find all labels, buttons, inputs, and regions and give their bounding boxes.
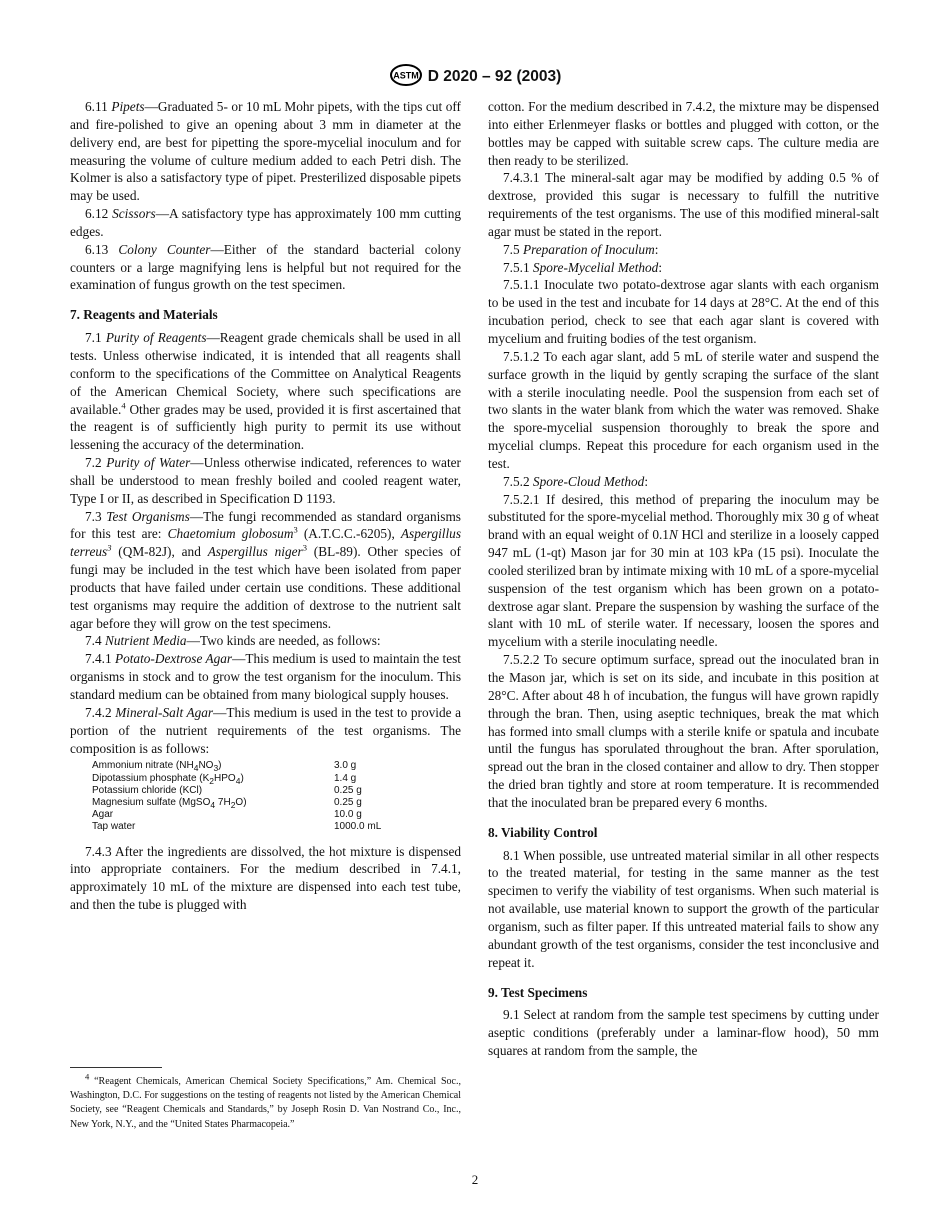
section-7-5-1: 7.5.1 Spore-Mycelial Method: bbox=[503, 259, 663, 275]
section-6-12: 6.12 Scissors—A satisfactory type has approximately 100 mm cutting edges. bbox=[70, 206, 461, 239]
section-9-1: 9.1 Select at random from the sample test specimens by cutting under aseptic conditions (preferably under a laminar-flow hood), 50 mm squares at random from the sample, the bbox=[488, 1007, 879, 1059]
footnote-marker: 4 bbox=[85, 1071, 90, 1082]
section-8-1: 8.1 When possible, use untreated material similar in all other respects to the treated material, for testing in the same manner as the test specimen to verify the viability of test organisms. When such material is not available, use material known to support the growth of the particular organism, such as filter paper. If this untreated material fails to show any abundant growth of the test organisms, consider the test inconclusive and repeat it. bbox=[488, 847, 879, 970]
table-row: Magnesium sulfate (MgSO$_4$ $7H_2O$) 0.25 g bbox=[92, 796, 362, 810]
section-7-heading: 7. Reagents and Materials bbox=[70, 307, 218, 323]
section-7-4-1: 7.4.1 Potato-Dextrose Agar—This medium is used to maintain the test organisms in stock and to grow the test organism for the inoculum. This standard medium can be obtained from many biological supply houses. bbox=[70, 651, 462, 702]
table-row: Ammonium nitrate $(NH_4NO_3)$ 3.0 g bbox=[92, 760, 357, 774]
footnote-ref: 4 bbox=[121, 400, 126, 411]
section-7-2: 7.2 Purity of Water—Unless otherwise indicated, references to water shall be understood to mean freshly boiled and cooled reagent water, Type I or II, as described in Specification D 1193. bbox=[70, 455, 461, 506]
table-row: Dipotassium phosphate $(K_2HPO_4)$ 1.4 g bbox=[92, 772, 357, 786]
astm-logo-icon bbox=[389, 64, 423, 86]
table-row: Potassium chloride (KCl) 0.25 g bbox=[92, 784, 362, 796]
section-7-5-1-1: 7.5.1.1 Inoculate two potato-dextrose agar slants with each organism to be used in the test and incubate for 14 days at 28°C. At the end of this incubation period, check to see that each agar slant is covered with mycelium and fruiting bodies of the test organism. bbox=[488, 277, 879, 346]
page-header bbox=[0, 64, 950, 86]
right-column bbox=[488, 98, 879, 1060]
footnote-text: “Reagent Chemicals, American Chemical Society Specifications,” Am. Chemical Soc., Washington, D.C. For suggestions on the testing of reagents not listed by the American Chemical Society, see “Reagent Chemicals and Standards,” by Joseph Rosin D. Van Nostrand Co., Inc., New York, N.Y., and the “United States Pharmacopeia.” bbox=[70, 1076, 461, 1130]
section-6-11: 6.11 Pipets—Graduated 5- or 10 mL Mohr pipets, with the tips cut off and fire-polished to give an opening about 3 mm in diameter at the delivery end, are best for pipetting the spore-mycelial inoculum and for measuring the volume of culture medium added to each Petri dish. The Kolmer is also a satisfactory type of pipet. Presterilized disposable pipets may be used. bbox=[70, 99, 461, 204]
footnote bbox=[70, 1071, 461, 1132]
section-8-heading: 8. Viability Control bbox=[488, 824, 598, 840]
section-9-heading: 9. Test Specimens bbox=[488, 984, 588, 1000]
table-row: Agar 10.0 g bbox=[92, 809, 362, 821]
left-column bbox=[70, 98, 461, 914]
section-6-13: 6.13 Colony Counter—Either of the standard bacterial colony counters or a large magnifying lens is helpful but not required for the examination of fungus growth on the test specimen. bbox=[70, 241, 462, 293]
composition-table bbox=[92, 760, 381, 833]
section-7-4: 7.4 Nutrient Media—Two kinds are needed, as follows: bbox=[85, 633, 381, 649]
section-7-1: 7.1 Purity of Reagents—Reagent grade chemicals shall be used in all tests. Unless otherwise indicated, it is intended that all reagents shall conform to the specifications of the Committee on Analytical Reagents of the American Chemical Society, where such specifications are available.$^4$ Other grades may be used, provided it is first ascertained that the reagent is of sufficiently high purity to permit its use without lessening the accuracy of the determination. bbox=[70, 330, 461, 453]
section-7-3: 7.3 Test Organisms—The fungi recommended as standard organisms for this test are: Chaetomium globosum$^3$ (A.T.C.C.-6205), Aspergillus terreus$^3$ (QM-82J), and Aspergillus niger$^3$ (BL-89). Other species of fungi may be included in the test which have been isolated from paper products that have failed under certain use conditions. These additional test organisms may require the addition of dextrose to the nutrient salt agar before they will grow on the test specimens. bbox=[70, 508, 462, 631]
document-designation: D 2020 – 92 (2003) bbox=[427, 68, 562, 85]
section-7-5-1-2: 7.5.1.2 To each agar slant, add 5 mL of sterile water and suspend the surface growth in the liquid by gently scraping the surface of the slant with a sterile inoculating needle. Pool the suspension from each set of two slants in the water blank from which the water was removed. Shake the spore-mycelial suspension thoroughly to break the spore and mycelial clumps. Repeat this procedure for each organism used in the test. bbox=[488, 348, 879, 471]
page-number: 2 bbox=[471, 1172, 479, 1187]
section-7-5-2-1: 7.5.2.1 If desired, this method of preparing the inoculum may be substituted for the spore-mycelial method. Thoroughly mix 30 g of wheat brand with an equal weight of 0.1N HCl and sterilize in a loosely capped 947 mL (1-qt) Mason jar for 30 min at 103 kPa (15 psi). Inoculate the cooled sterilized bran by intimate mixing with 10 mL of a spore-mycelial suspension of the test organism which has been grown on a potato-dextrose agar slant. Prepare the suspension by washing the surface of the slant with 10 mL of sterile water. If necessary, loosen the spores and mycelium with a sterile inoculating needle. bbox=[488, 491, 880, 650]
section-7-4-3-1: 7.4.3.1 The mineral-salt agar may be modified by adding 0.5 % of dextrose, provided this sugar is necessary to fulfill the nutritive requirements of the test organisms. The use of this modified mineral-salt agar must be stated in the report. bbox=[488, 170, 879, 239]
section-7-4-2: 7.4.2 Mineral-Salt Agar—This medium is used in the test to provide a portion of the nutrient requirements of the test organisms. The composition is as follows: bbox=[70, 704, 461, 756]
table-row: Tap water 1000.0 mL bbox=[92, 821, 382, 833]
section-7-5: 7.5 Preparation of Inoculum: bbox=[503, 241, 659, 257]
svg-text:ASTM: ASTM bbox=[392, 70, 419, 81]
section-7-5-2-2: 7.5.2.2 To secure optimum surface, spread out the inoculated bran in the Mason jar, which is set on its side, and incubate in this position at 28°C. After about 48 h of incubation, the fungus will have grown rapidly through the bran. Then, using aseptic techniques, break the mat which has formed into small clumps with a sterile knife or spatula and incubate until the fungus has sporulated throughout the bran. After sporulation, spread out the bran in the closed container and allow to dry. Then stopper the dried bran tightly and store at room temperature. It is recommended that the inoculated bran be prepared every 6 months. bbox=[488, 652, 879, 810]
section-7-5-2: 7.5.2 Spore-Cloud Method: bbox=[503, 473, 649, 489]
section-7-4-3-continued: cotton. For the medium described in 7.4.2, the mixture may be dispensed into either Erlenmeyer flasks or bottles and plugged with cotton, or the bottles may be capped with suitable screw caps. The culture media are then ready to be sterilized. bbox=[488, 99, 879, 168]
footnote-divider bbox=[70, 1067, 162, 1068]
section-7-4-3: 7.4.3 After the ingredients are dissolved, the hot mixture is dispensed into appropriate containers. For the medium described in 7.4.1, approximately 10 mL of the mixture are dispensed into each test tube, and then the tube is plugged with bbox=[70, 843, 461, 913]
